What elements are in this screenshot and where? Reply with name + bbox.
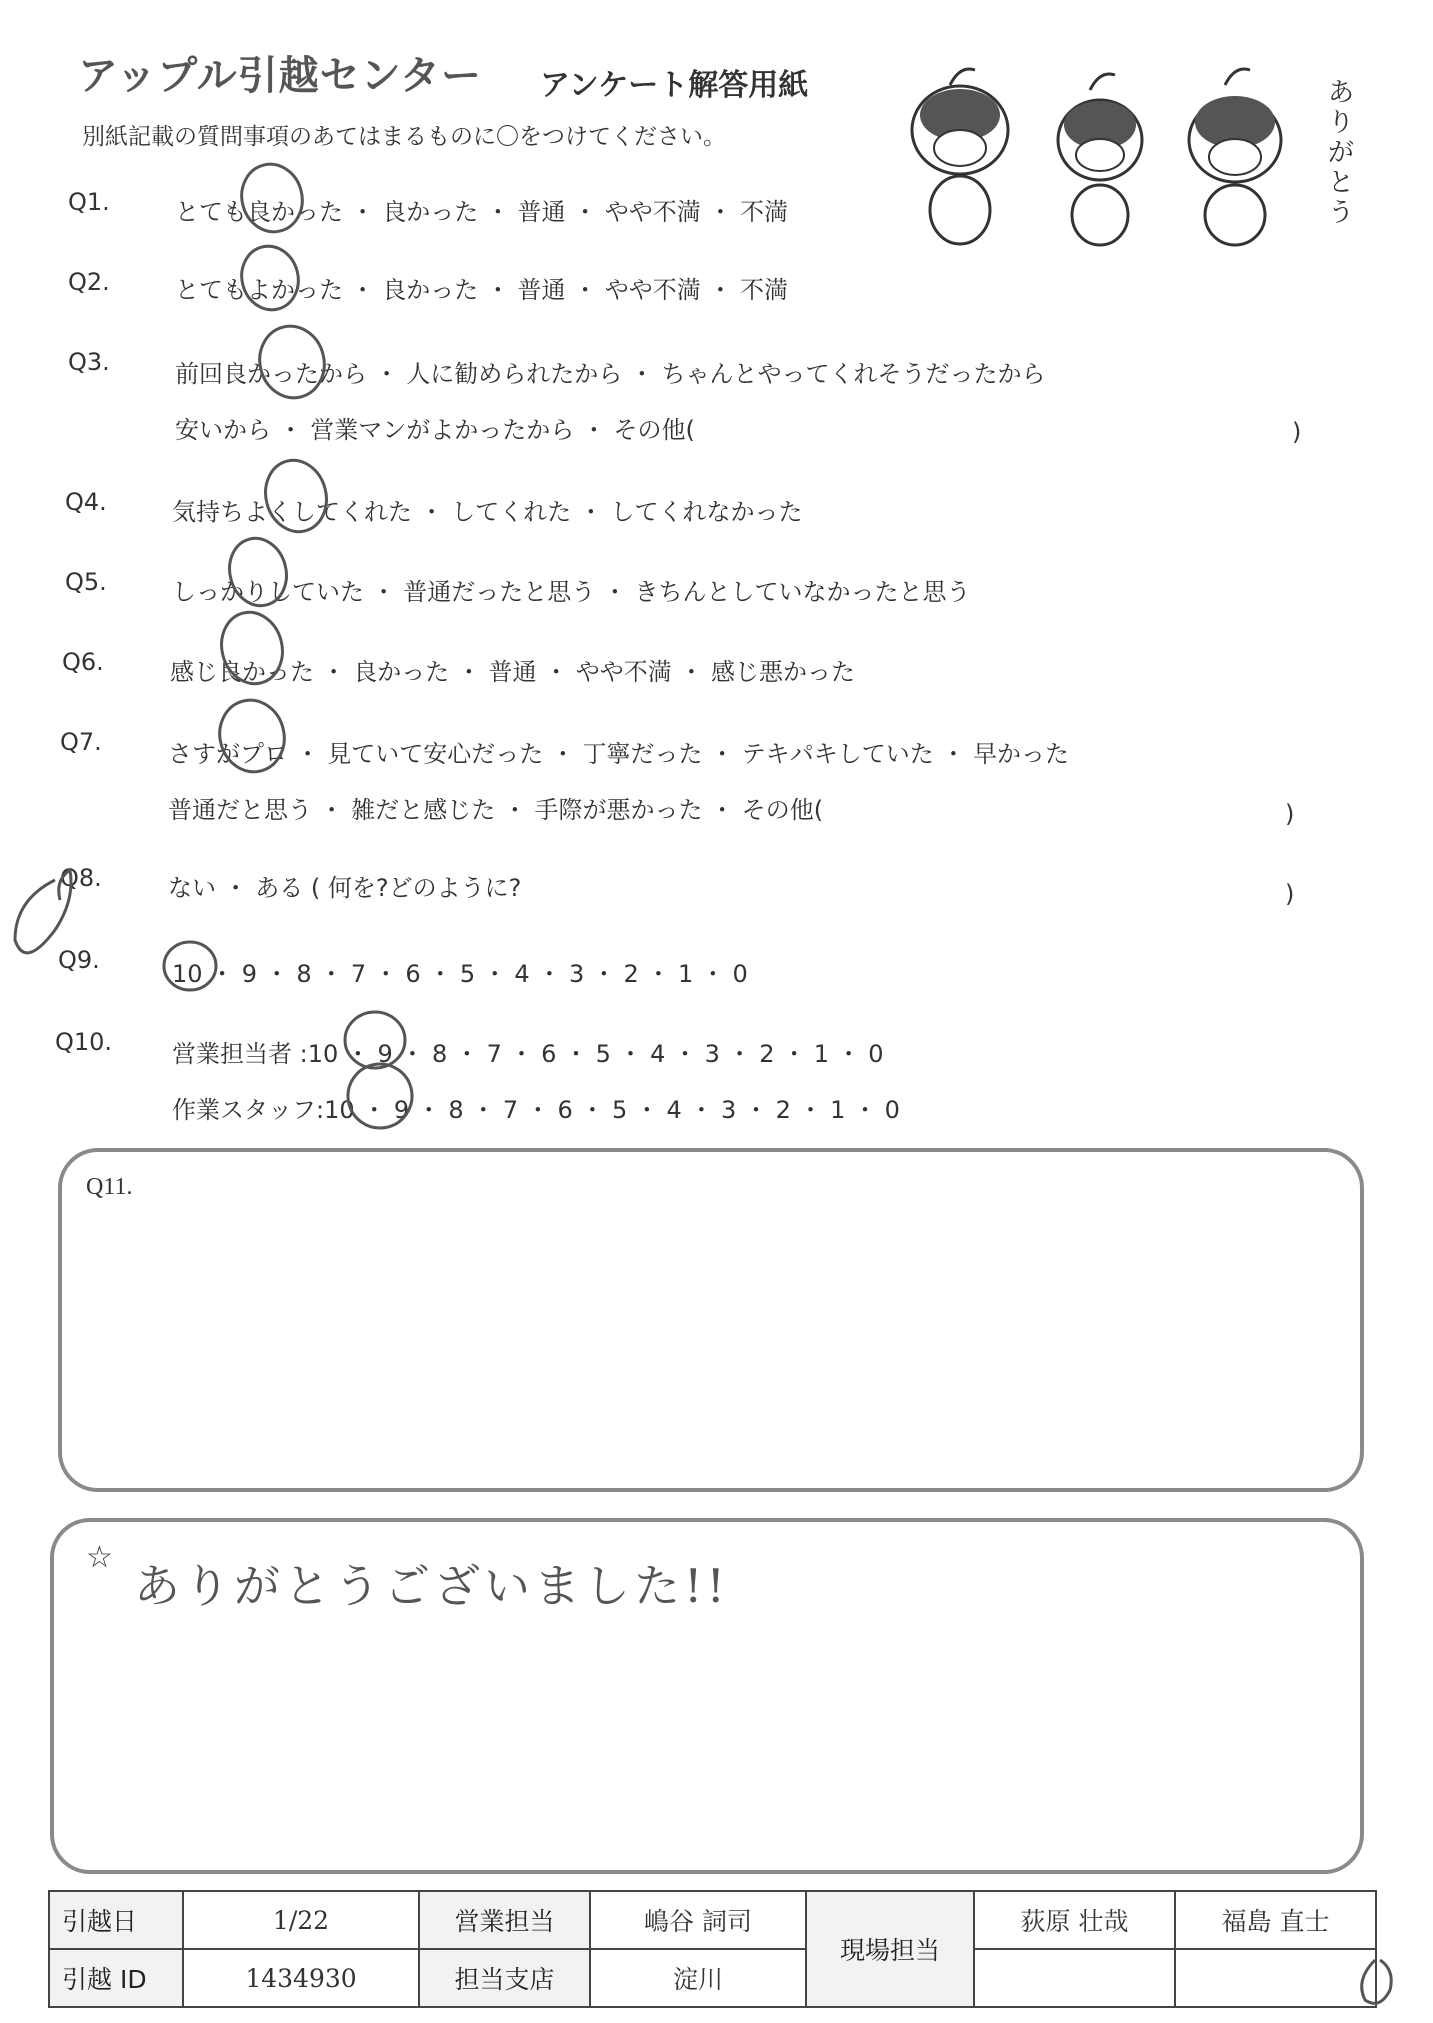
move-date-label: 引越日	[49, 1891, 183, 1949]
q7-answer-circle	[212, 693, 292, 779]
q2-answer-circle	[235, 240, 306, 316]
star-icon: ☆	[86, 1541, 113, 1574]
q1-options: とても良かった ・ 良かった ・ 普通 ・ やや不満 ・ 不満	[175, 198, 789, 226]
handwritten-comment: ありがとうございました!!	[134, 1559, 729, 1613]
q10-number: Q10.	[55, 1028, 113, 1056]
q10-staff-rating: 作業スタッフ:10 ・ 9 ・ 8 ・ 7 ・ 6 ・ 5 ・ 4 ・ 3 ・ 2 ・ 1 ・ 0	[172, 1096, 900, 1124]
q8-options: ない ・ ある ( 何を?どのように?	[168, 874, 522, 902]
q9-options: 10 ・ 9 ・ 8 ・ 7 ・ 6 ・ 5 ・ 4 ・ 3 ・ 2 ・ 1 ・ 0	[172, 960, 748, 988]
q3-close-paren: )	[1292, 418, 1302, 446]
branch-value: 淀川	[590, 1949, 806, 2007]
q9-answer-circle	[164, 942, 216, 990]
q7-close-paren: )	[1285, 800, 1295, 828]
q6-options: 感じ良かった ・ 良かった ・ 普通 ・ やや不満 ・ 感じ悪かった	[170, 658, 856, 686]
move-id-value: 1434930	[183, 1949, 419, 2007]
mascot-speech-text: ありがとう	[1328, 78, 1355, 228]
q8-number: Q8.	[60, 864, 102, 892]
q4-options: 気持ちよくしてくれた ・ してくれた ・ してくれなかった	[172, 498, 803, 526]
q6-number: Q6.	[62, 648, 104, 676]
branch-label: 担当支店	[419, 1949, 590, 2007]
q10-sales-rating: 営業担当者 :10 ・ 9 ・ 8 ・ 7 ・ 6 ・ 5 ・ 4 ・ 3 ・ 2 ・ 1 ・ 0	[172, 1040, 884, 1068]
site-staff-1-value: 荻原 壮哉	[974, 1891, 1175, 1949]
q4-answer-circle	[258, 453, 335, 538]
q1-number: Q1.	[68, 188, 110, 216]
q8-close-paren: )	[1285, 880, 1295, 908]
move-date-value: 1/22	[183, 1891, 419, 1949]
q5-number: Q5.	[65, 568, 107, 596]
q2-options: とてもよかった ・ 良かった ・ 普通 ・ やや不満 ・ 不満	[175, 276, 789, 304]
q10-staff-answer-circle	[343, 1059, 417, 1133]
q7-number: Q7.	[60, 728, 102, 756]
site-staff-2-value: 福島 直士	[1175, 1891, 1376, 1949]
q10-sales-answer-circle	[345, 1012, 405, 1068]
instruction-text: 別紙記載の質問事項のあてはまるものに〇をつけてください。	[82, 124, 726, 150]
q3-options-line2: 安いから ・ 営業マンがよかったから ・ その他(	[175, 416, 695, 444]
q3-options-line1: 前回良かったから ・ 人に勧められたから ・ ちゃんとやってくれそうだったから	[175, 360, 1046, 388]
move-id-label: 引越 ID	[49, 1949, 183, 2007]
q4-number: Q4.	[65, 488, 107, 516]
q8-answer-scribble	[15, 870, 71, 953]
site-staff-label: 現場担当	[806, 1891, 974, 2007]
q3-answer-circle	[252, 319, 332, 405]
q9-number: Q9.	[58, 946, 100, 974]
sales-label: 営業担当	[419, 1891, 590, 1949]
corner-scribble	[1362, 1960, 1392, 2003]
q1-answer-circle	[234, 157, 310, 238]
q7-options-line2: 普通だと思う ・ 雑だと感じた ・ 手際が悪かった ・ その他(	[168, 796, 824, 824]
q2-number: Q2.	[68, 268, 110, 296]
q3-number: Q3.	[68, 348, 110, 376]
q5-options: しっかりしていた ・ 普通だったと思う ・ きちんとしていなかったと思う	[172, 578, 971, 606]
sales-name-value: 嶋谷 詞司	[590, 1891, 806, 1949]
q7-options-line1: さすがプロ ・ 見ていて安心だった ・ 丁寧だった ・ テキパキしていた ・ 早かった	[168, 740, 1070, 768]
q5-answer-circle	[222, 532, 294, 612]
survey-subtitle: アンケート解答用紙	[540, 68, 809, 103]
survey-title: アップル引越センター	[78, 53, 482, 99]
q11-label: Q11.	[86, 1174, 133, 1200]
q6-answer-circle	[214, 605, 291, 690]
